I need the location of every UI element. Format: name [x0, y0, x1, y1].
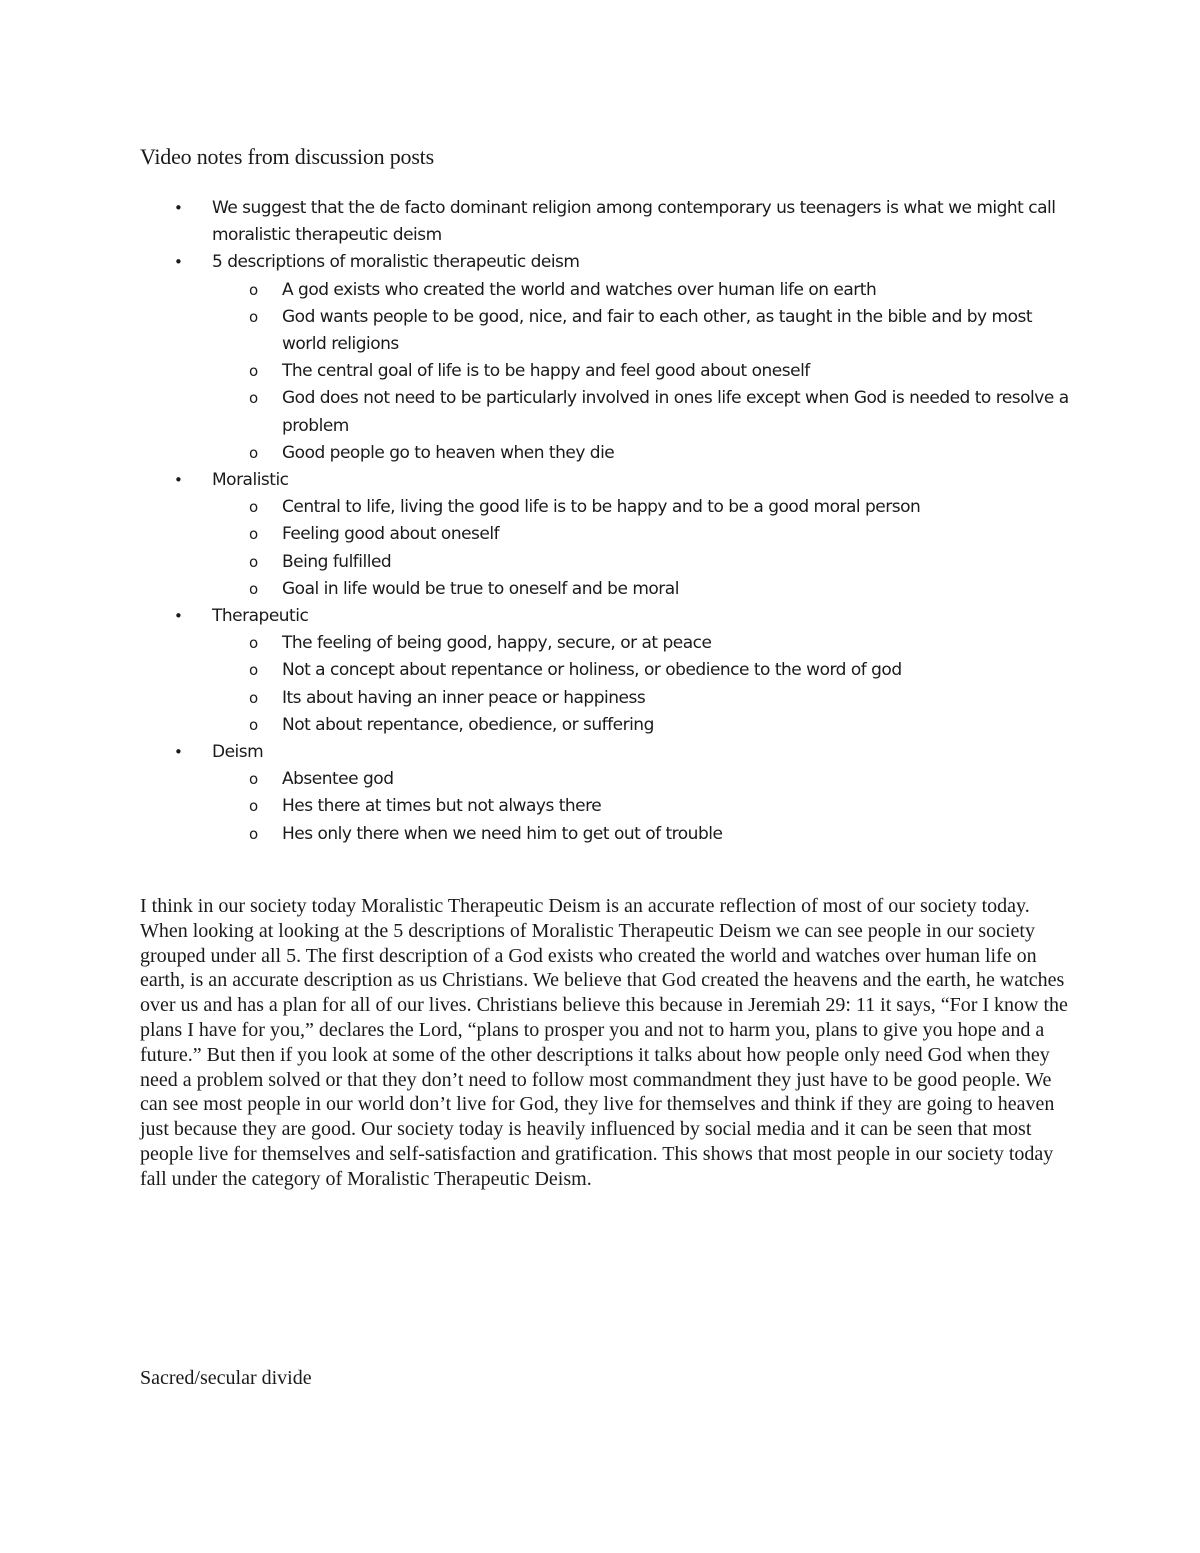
- section-heading: Sacred/secular divide: [140, 1367, 312, 1389]
- bullet-icon: •: [174, 607, 183, 626]
- sub-list-item: [140, 304, 1070, 358]
- sub-bullet-icon: o: [249, 525, 258, 544]
- sub-list-item-text: Good people go to heaven when they die: [282, 442, 615, 463]
- sub-bullet-icon: o: [249, 579, 258, 598]
- sub-list-item-text: The feeling of being good, happy, secure, or at peace: [282, 633, 712, 654]
- sub-bullet-icon: o: [249, 498, 258, 517]
- sub-list-item-text: Central to life, living the good life is to be happy and to be a good moral person: [282, 497, 921, 518]
- sub-list-item: [140, 385, 1070, 439]
- sub-bullet-icon: o: [249, 770, 258, 789]
- sub-list-item: [140, 657, 1070, 684]
- sub-list-item-text: The central goal of life is to be happy and feel good about oneself: [282, 361, 810, 382]
- sub-list-item: [140, 630, 1070, 657]
- sub-bullet-icon: o: [249, 280, 258, 299]
- list-item: [140, 603, 1070, 630]
- sub-list-item: [140, 494, 1070, 521]
- essay-paragraph: I think in our society today Moralistic Therapeutic Deism is an accurate reflection of most of our society today. When looking at looking at the 5 descriptions of Moralistic Therapeutic Deism we can see people in our society grouped under all 5. The first description of a God exists who created the world and watches over human life on earth, is an accurate description as us Christians. We believe that God created the heavens and the earth, he watches over us and has a plan for all of our lives. Christians believe this because in Jeremiah 29: 11 it says, “For I know the plans I have for you,” declares the Lord, “plans to prosper you and not to harm you, plans to give you hope and a future.” But then if you look at some of the other descriptions it talks about how people only need God when they need a problem solved or that they don’t need to follow most commandment they just have to be good people. We can see most people in our world don’t live for God, they live for themselves and think if they are going to heaven just because they are good. Our society today is heavily influenced by social media and it can be seen that most people live for themselves and self-satisfaction and gratification. This shows that most people in our society today fall under the category of Moralistic Therapeutic Deism.: [140, 895, 1068, 1190]
- list-item: [140, 249, 1070, 276]
- list-item-text: Deism: [212, 742, 264, 763]
- list-item: [140, 467, 1070, 494]
- list-item-text: 5 descriptions of moralistic therapeutic deism: [212, 252, 580, 273]
- sub-list-item: [140, 521, 1070, 548]
- sub-bullet-icon: o: [249, 824, 258, 843]
- sub-list-item: [140, 277, 1070, 304]
- sub-list-item-text: Absentee god: [282, 769, 394, 790]
- bullet-icon: •: [174, 199, 183, 217]
- list-item: [140, 739, 1070, 766]
- sub-bullet-icon: o: [249, 797, 258, 816]
- sub-bullet-icon: o: [249, 389, 258, 408]
- sub-bullet-icon: o: [249, 715, 258, 734]
- list-item-text: We suggest that the de facto dominant religion among contemporary us teenagers is what we might call moralistic therapeutic deism: [212, 198, 1056, 246]
- page-title: Video notes from discussion posts: [140, 144, 434, 169]
- sub-list-item-text: Not a concept about repentance or holiness, or obedience to the word of god: [282, 660, 902, 681]
- sub-list-item-text: Being fulfilled: [282, 551, 392, 572]
- bullet-icon: •: [174, 471, 183, 490]
- bullet-icon: •: [174, 253, 183, 272]
- sub-bullet-icon: o: [249, 362, 258, 381]
- sub-list-item-text: Hes there at times but not always there: [282, 796, 602, 817]
- sub-bullet-icon: o: [249, 552, 258, 571]
- sub-list-item: [140, 793, 1070, 820]
- sub-list-item: [140, 358, 1070, 385]
- sub-list-item: [140, 712, 1070, 739]
- sub-list-item-text: A god exists who created the world and watches over human life on earth: [282, 279, 877, 300]
- sub-list-item-text: Feeling good about oneself: [282, 524, 500, 545]
- sub-bullet-icon: o: [249, 307, 258, 326]
- sub-list-item: [140, 440, 1070, 467]
- sub-list-item: [140, 821, 1070, 848]
- sub-bullet-icon: o: [249, 634, 258, 653]
- sub-list-item-text: Goal in life would be true to oneself and be moral: [282, 578, 679, 599]
- sub-list-item: [140, 766, 1070, 793]
- sub-list-item-text: Its about having an inner peace or happiness: [282, 687, 646, 708]
- bullet-icon: •: [174, 743, 183, 762]
- sub-list-item: [140, 576, 1070, 603]
- sub-list-item-text: Not about repentance, obedience, or suffering: [282, 714, 654, 735]
- list-item-text: Moralistic: [212, 470, 289, 491]
- notes-list: [140, 195, 1070, 848]
- sub-list-item-text: Hes only there when we need him to get out of trouble: [282, 823, 723, 844]
- sub-list-item-text: God does not need to be particularly involved in ones life except when God is needed to resolve a problem: [282, 388, 1069, 436]
- sub-list-item: [140, 549, 1070, 576]
- sub-bullet-icon: o: [249, 688, 258, 707]
- sub-bullet-icon: o: [249, 661, 258, 680]
- sub-list-item: [140, 685, 1070, 712]
- sub-bullet-icon: o: [249, 443, 258, 462]
- sub-list-item-text: God wants people to be good, nice, and fair to each other, as taught in the bible and by most world religions: [282, 306, 1033, 355]
- list-item-text: Therapeutic: [212, 606, 309, 627]
- list-item: [140, 195, 1070, 249]
